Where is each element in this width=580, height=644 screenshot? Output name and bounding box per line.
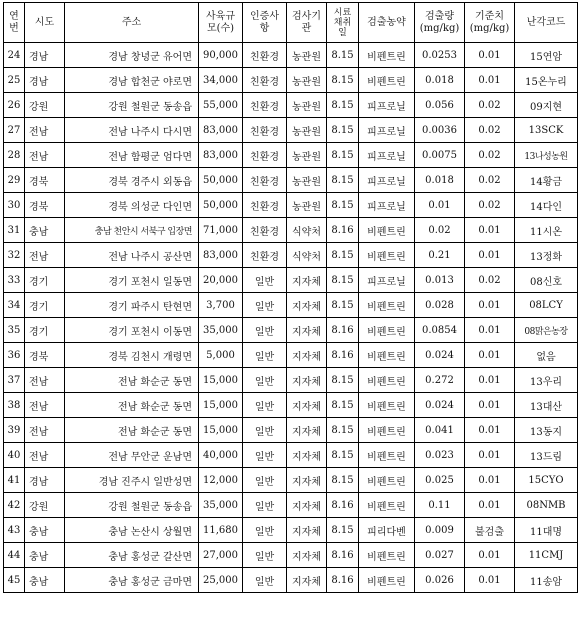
cell-pesticide: 비펜트린 bbox=[359, 418, 415, 443]
cell-agency: 지자체 bbox=[287, 368, 327, 393]
cell-sampling-date: 8.16 bbox=[327, 318, 359, 343]
table-row bbox=[4, 418, 578, 443]
cell-standard: 불검출 bbox=[465, 518, 515, 543]
cell-sampling-date: 8.16 bbox=[327, 218, 359, 243]
cell-agency: 식약처 bbox=[287, 243, 327, 268]
cell-size: 15,000 bbox=[199, 368, 243, 393]
cell-cert: 일반 bbox=[243, 368, 287, 393]
cell-size: 83,000 bbox=[199, 118, 243, 143]
cell-pesticide: 피프로닐 bbox=[359, 118, 415, 143]
cell-cert: 친환경 bbox=[243, 168, 287, 193]
cell-code: 08NMB bbox=[515, 493, 578, 518]
cell-agency: 농관원 bbox=[287, 43, 327, 68]
cell-no: 31 bbox=[4, 218, 25, 243]
cell-standard: 0.01 bbox=[465, 493, 515, 518]
cell-sampling-date: 8.15 bbox=[327, 418, 359, 443]
cell-province: 경남 bbox=[25, 68, 65, 93]
cell-cert: 일반 bbox=[243, 343, 287, 368]
cell-code: 13우리 bbox=[515, 368, 578, 393]
cell-province: 충남 bbox=[25, 218, 65, 243]
cell-pesticide: 비펜트린 bbox=[359, 218, 415, 243]
header-standard: 기준치 (mg/kg) bbox=[465, 3, 515, 43]
cell-size: 20,000 bbox=[199, 268, 243, 293]
cell-size: 11,680 bbox=[199, 518, 243, 543]
cell-address: 전남 함평군 엄다면 bbox=[65, 143, 199, 168]
cell-standard: 0.01 bbox=[465, 468, 515, 493]
cell-pesticide: 피프로닐 bbox=[359, 143, 415, 168]
cell-standard: 0.02 bbox=[465, 118, 515, 143]
cell-sampling-date: 8.15 bbox=[327, 193, 359, 218]
cell-detected: 0.024 bbox=[415, 343, 465, 368]
table-row bbox=[4, 368, 578, 393]
cell-sampling-date: 8.16 bbox=[327, 543, 359, 568]
cell-no: 38 bbox=[4, 393, 25, 418]
cell-size: 25,000 bbox=[199, 568, 243, 593]
cell-address: 경북 경주시 외동읍 bbox=[65, 168, 199, 193]
cell-size: 50,000 bbox=[199, 193, 243, 218]
cell-cert: 일반 bbox=[243, 293, 287, 318]
cell-cert: 일반 bbox=[243, 518, 287, 543]
cell-code: 13정화 bbox=[515, 243, 578, 268]
cell-pesticide: 비펜트린 bbox=[359, 293, 415, 318]
cell-address: 전남 화순군 동면 bbox=[65, 393, 199, 418]
cell-standard: 0.01 bbox=[465, 568, 515, 593]
cell-province: 전남 bbox=[25, 143, 65, 168]
cell-no: 45 bbox=[4, 568, 25, 593]
cell-detected: 0.0854 bbox=[415, 318, 465, 343]
cell-size: 83,000 bbox=[199, 243, 243, 268]
cell-code: 14다인 bbox=[515, 193, 578, 218]
cell-standard: 0.02 bbox=[465, 268, 515, 293]
header-detected: 검출량 (mg/kg) bbox=[415, 3, 465, 43]
table-row bbox=[4, 68, 578, 93]
cell-code: 09지현 bbox=[515, 93, 578, 118]
cell-detected: 0.018 bbox=[415, 168, 465, 193]
table-row bbox=[4, 93, 578, 118]
cell-sampling-date: 8.16 bbox=[327, 568, 359, 593]
table-row bbox=[4, 168, 578, 193]
cell-agency: 지자체 bbox=[287, 343, 327, 368]
cell-standard: 0.01 bbox=[465, 318, 515, 343]
header-sampling-date: 시료 채취 일 bbox=[327, 3, 359, 43]
cell-code: 15연암 bbox=[515, 43, 578, 68]
cell-no: 27 bbox=[4, 118, 25, 143]
cell-province: 전남 bbox=[25, 368, 65, 393]
cell-cert: 일반 bbox=[243, 418, 287, 443]
cell-size: 34,000 bbox=[199, 68, 243, 93]
cell-standard: 0.01 bbox=[465, 418, 515, 443]
cell-size: 40,000 bbox=[199, 443, 243, 468]
cell-size: 90,000 bbox=[199, 43, 243, 68]
cell-address: 충남 논산시 상월면 bbox=[65, 518, 199, 543]
cell-sampling-date: 8.15 bbox=[327, 43, 359, 68]
cell-standard: 0.01 bbox=[465, 243, 515, 268]
cell-detected: 0.028 bbox=[415, 293, 465, 318]
cell-pesticide: 비펜트린 bbox=[359, 443, 415, 468]
header-province: 시도 bbox=[25, 3, 65, 43]
cell-pesticide: 비펜트린 bbox=[359, 343, 415, 368]
cell-agency: 지자체 bbox=[287, 493, 327, 518]
cell-pesticide: 비펜트린 bbox=[359, 318, 415, 343]
cell-cert: 친환경 bbox=[243, 143, 287, 168]
cell-sampling-date: 8.15 bbox=[327, 118, 359, 143]
cell-cert: 친환경 bbox=[243, 68, 287, 93]
cell-address: 전남 나주시 다시면 bbox=[65, 118, 199, 143]
cell-address: 경북 의성군 다인면 bbox=[65, 193, 199, 218]
cell-detected: 0.272 bbox=[415, 368, 465, 393]
cell-no: 42 bbox=[4, 493, 25, 518]
cell-agency: 지자체 bbox=[287, 293, 327, 318]
cell-size: 35,000 bbox=[199, 493, 243, 518]
cell-agency: 농관원 bbox=[287, 143, 327, 168]
cell-no: 26 bbox=[4, 93, 25, 118]
cell-code: 08LCY bbox=[515, 293, 578, 318]
table-row bbox=[4, 143, 578, 168]
cell-agency: 지자체 bbox=[287, 568, 327, 593]
cell-standard: 0.01 bbox=[465, 218, 515, 243]
cell-province: 경기 bbox=[25, 318, 65, 343]
table-row bbox=[4, 468, 578, 493]
cell-code: 13대산 bbox=[515, 393, 578, 418]
cell-address: 전남 화순군 동면 bbox=[65, 418, 199, 443]
cell-no: 36 bbox=[4, 343, 25, 368]
cell-province: 경남 bbox=[25, 43, 65, 68]
cell-size: 3,700 bbox=[199, 293, 243, 318]
cell-standard: 0.01 bbox=[465, 43, 515, 68]
cell-cert: 친환경 bbox=[243, 218, 287, 243]
cell-sampling-date: 8.15 bbox=[327, 443, 359, 468]
cell-province: 경기 bbox=[25, 268, 65, 293]
cell-province: 전남 bbox=[25, 118, 65, 143]
header-size: 사육규 모(수) bbox=[199, 3, 243, 43]
cell-cert: 친환경 bbox=[243, 118, 287, 143]
table-row bbox=[4, 218, 578, 243]
cell-size: 83,000 bbox=[199, 143, 243, 168]
cell-cert: 일반 bbox=[243, 268, 287, 293]
cell-detected: 0.01 bbox=[415, 193, 465, 218]
cell-pesticide: 비펜트린 bbox=[359, 368, 415, 393]
cell-address: 충남 천안시 서북구 입장면 bbox=[65, 218, 199, 243]
cell-pesticide: 피리다벤 bbox=[359, 518, 415, 543]
cell-no: 33 bbox=[4, 268, 25, 293]
table-row bbox=[4, 318, 578, 343]
cell-province: 경북 bbox=[25, 193, 65, 218]
cell-address: 강원 철원군 동송읍 bbox=[65, 93, 199, 118]
cell-sampling-date: 8.15 bbox=[327, 368, 359, 393]
cell-sampling-date: 8.15 bbox=[327, 143, 359, 168]
cell-cert: 친환경 bbox=[243, 43, 287, 68]
cell-agency: 농관원 bbox=[287, 193, 327, 218]
cell-detected: 0.02 bbox=[415, 218, 465, 243]
cell-code: 11대명 bbox=[515, 518, 578, 543]
cell-cert: 일반 bbox=[243, 543, 287, 568]
cell-province: 전남 bbox=[25, 443, 65, 468]
cell-detected: 0.0075 bbox=[415, 143, 465, 168]
cell-size: 12,000 bbox=[199, 468, 243, 493]
cell-pesticide: 비펜트린 bbox=[359, 468, 415, 493]
table-row bbox=[4, 268, 578, 293]
table-row bbox=[4, 293, 578, 318]
cell-standard: 0.01 bbox=[465, 68, 515, 93]
cell-detected: 0.11 bbox=[415, 493, 465, 518]
cell-sampling-date: 8.15 bbox=[327, 293, 359, 318]
cell-code: 08맑은농장 bbox=[515, 318, 578, 343]
table-row bbox=[4, 568, 578, 593]
cell-agency: 농관원 bbox=[287, 93, 327, 118]
cell-pesticide: 피프로닐 bbox=[359, 93, 415, 118]
cell-cert: 친환경 bbox=[243, 93, 287, 118]
cell-sampling-date: 8.15 bbox=[327, 518, 359, 543]
header-row bbox=[4, 3, 578, 43]
cell-code: 11시온 bbox=[515, 218, 578, 243]
cell-pesticide: 비펜트린 bbox=[359, 493, 415, 518]
cell-sampling-date: 8.15 bbox=[327, 268, 359, 293]
cell-agency: 농관원 bbox=[287, 168, 327, 193]
cell-code: 13동지 bbox=[515, 418, 578, 443]
cell-address: 경기 포천시 일동면 bbox=[65, 268, 199, 293]
cell-code: 13나성농원 bbox=[515, 143, 578, 168]
cell-cert: 일반 bbox=[243, 393, 287, 418]
cell-address: 경기 포천시 이동면 bbox=[65, 318, 199, 343]
cell-agency: 지자체 bbox=[287, 468, 327, 493]
cell-code: 없음 bbox=[515, 343, 578, 368]
cell-standard: 0.01 bbox=[465, 443, 515, 468]
cell-agency: 지자체 bbox=[287, 518, 327, 543]
cell-code: 11송암 bbox=[515, 568, 578, 593]
cell-province: 경북 bbox=[25, 168, 65, 193]
cell-agency: 지자체 bbox=[287, 268, 327, 293]
cell-detected: 0.21 bbox=[415, 243, 465, 268]
cell-sampling-date: 8.16 bbox=[327, 493, 359, 518]
cell-standard: 0.01 bbox=[465, 293, 515, 318]
table-row bbox=[4, 243, 578, 268]
cell-code: 14황금 bbox=[515, 168, 578, 193]
cell-province: 충남 bbox=[25, 543, 65, 568]
table-row bbox=[4, 193, 578, 218]
cell-province: 전남 bbox=[25, 393, 65, 418]
cell-province: 경북 bbox=[25, 343, 65, 368]
header-address: 주소 bbox=[65, 3, 199, 43]
cell-address: 경북 김천시 개령면 bbox=[65, 343, 199, 368]
cell-agency: 지자체 bbox=[287, 443, 327, 468]
cell-sampling-date: 8.15 bbox=[327, 68, 359, 93]
table-row bbox=[4, 343, 578, 368]
cell-no: 40 bbox=[4, 443, 25, 468]
cell-cert: 친환경 bbox=[243, 193, 287, 218]
table-row bbox=[4, 518, 578, 543]
cell-detected: 0.056 bbox=[415, 93, 465, 118]
cell-address: 경남 합천군 야로면 bbox=[65, 68, 199, 93]
cell-size: 71,000 bbox=[199, 218, 243, 243]
cell-agency: 지자체 bbox=[287, 393, 327, 418]
cell-sampling-date: 8.15 bbox=[327, 243, 359, 268]
cell-sampling-date: 8.15 bbox=[327, 93, 359, 118]
cell-code: 15CYO bbox=[515, 468, 578, 493]
cell-size: 15,000 bbox=[199, 393, 243, 418]
cell-pesticide: 비펜트린 bbox=[359, 393, 415, 418]
cell-detected: 0.0036 bbox=[415, 118, 465, 143]
cell-address: 충남 홍성군 금마면 bbox=[65, 568, 199, 593]
cell-standard: 0.01 bbox=[465, 393, 515, 418]
cell-size: 5,000 bbox=[199, 343, 243, 368]
cell-agency: 식약처 bbox=[287, 218, 327, 243]
cell-sampling-date: 8.15 bbox=[327, 393, 359, 418]
table-row bbox=[4, 43, 578, 68]
cell-agency: 농관원 bbox=[287, 68, 327, 93]
cell-standard: 0.01 bbox=[465, 543, 515, 568]
cell-detected: 0.025 bbox=[415, 468, 465, 493]
cell-standard: 0.02 bbox=[465, 143, 515, 168]
cell-province: 경남 bbox=[25, 468, 65, 493]
cell-cert: 일반 bbox=[243, 568, 287, 593]
cell-cert: 일반 bbox=[243, 443, 287, 468]
cell-detected: 0.024 bbox=[415, 393, 465, 418]
cell-size: 15,000 bbox=[199, 418, 243, 443]
cell-address: 전남 나주시 공산면 bbox=[65, 243, 199, 268]
cell-pesticide: 피프로닐 bbox=[359, 268, 415, 293]
cell-no: 34 bbox=[4, 293, 25, 318]
cell-detected: 0.041 bbox=[415, 418, 465, 443]
cell-agency: 지자체 bbox=[287, 418, 327, 443]
cell-province: 충남 bbox=[25, 518, 65, 543]
cell-detected: 0.013 bbox=[415, 268, 465, 293]
cell-code: 15온누리 bbox=[515, 68, 578, 93]
header-no: 연 번 bbox=[4, 3, 25, 43]
cell-standard: 0.02 bbox=[465, 168, 515, 193]
cell-address: 충남 홍성군 갈산면 bbox=[65, 543, 199, 568]
table-row bbox=[4, 393, 578, 418]
header-pesticide: 검출농약 bbox=[359, 3, 415, 43]
cell-detected: 0.023 bbox=[415, 443, 465, 468]
cell-no: 29 bbox=[4, 168, 25, 193]
cell-no: 28 bbox=[4, 143, 25, 168]
cell-no: 35 bbox=[4, 318, 25, 343]
cell-no: 25 bbox=[4, 68, 25, 93]
cell-agency: 지자체 bbox=[287, 318, 327, 343]
results-table-container bbox=[3, 2, 577, 593]
header-code: 난각코드 bbox=[515, 3, 578, 43]
cell-address: 강원 철원군 동송읍 bbox=[65, 493, 199, 518]
cell-province: 강원 bbox=[25, 93, 65, 118]
cell-standard: 0.02 bbox=[465, 193, 515, 218]
cell-pesticide: 피프로닐 bbox=[359, 193, 415, 218]
cell-sampling-date: 8.15 bbox=[327, 468, 359, 493]
table-row bbox=[4, 443, 578, 468]
cell-pesticide: 비펜트린 bbox=[359, 543, 415, 568]
cell-cert: 일반 bbox=[243, 493, 287, 518]
cell-standard: 0.01 bbox=[465, 343, 515, 368]
cell-code: 13SCK bbox=[515, 118, 578, 143]
cell-agency: 농관원 bbox=[287, 118, 327, 143]
cell-address: 전남 화순군 동면 bbox=[65, 368, 199, 393]
cell-code: 13드림 bbox=[515, 443, 578, 468]
table-row bbox=[4, 493, 578, 518]
cell-pesticide: 비펜트린 bbox=[359, 568, 415, 593]
cell-code: 08신호 bbox=[515, 268, 578, 293]
cell-code: 11CMJ bbox=[515, 543, 578, 568]
cell-no: 32 bbox=[4, 243, 25, 268]
cell-size: 50,000 bbox=[199, 168, 243, 193]
cell-province: 강원 bbox=[25, 493, 65, 518]
cell-sampling-date: 8.16 bbox=[327, 343, 359, 368]
cell-standard: 0.01 bbox=[465, 368, 515, 393]
cell-size: 55,000 bbox=[199, 93, 243, 118]
cell-size: 35,000 bbox=[199, 318, 243, 343]
cell-address: 경남 진주시 일반성면 bbox=[65, 468, 199, 493]
cell-pesticide: 피프로닐 bbox=[359, 168, 415, 193]
cell-agency: 지자체 bbox=[287, 543, 327, 568]
cell-no: 39 bbox=[4, 418, 25, 443]
cell-sampling-date: 8.15 bbox=[327, 168, 359, 193]
cell-pesticide: 비펜트린 bbox=[359, 68, 415, 93]
cell-no: 24 bbox=[4, 43, 25, 68]
cell-detected: 0.018 bbox=[415, 68, 465, 93]
cell-cert: 일반 bbox=[243, 318, 287, 343]
cell-no: 30 bbox=[4, 193, 25, 218]
cell-pesticide: 비펜트린 bbox=[359, 243, 415, 268]
pesticide-results-table bbox=[3, 2, 578, 593]
cell-address: 경기 파주시 탄현면 bbox=[65, 293, 199, 318]
cell-standard: 0.02 bbox=[465, 93, 515, 118]
table-row bbox=[4, 543, 578, 568]
cell-province: 경기 bbox=[25, 293, 65, 318]
cell-cert: 일반 bbox=[243, 468, 287, 493]
cell-pesticide: 비펜트린 bbox=[359, 43, 415, 68]
cell-cert: 친환경 bbox=[243, 243, 287, 268]
cell-no: 43 bbox=[4, 518, 25, 543]
cell-province: 전남 bbox=[25, 243, 65, 268]
table-row bbox=[4, 118, 578, 143]
cell-province: 전남 bbox=[25, 418, 65, 443]
cell-detected: 0.0253 bbox=[415, 43, 465, 68]
cell-province: 충남 bbox=[25, 568, 65, 593]
cell-detected: 0.009 bbox=[415, 518, 465, 543]
cell-no: 37 bbox=[4, 368, 25, 393]
cell-detected: 0.027 bbox=[415, 543, 465, 568]
cell-size: 27,000 bbox=[199, 543, 243, 568]
cell-no: 41 bbox=[4, 468, 25, 493]
cell-address: 경남 창녕군 유어면 bbox=[65, 43, 199, 68]
cell-detected: 0.026 bbox=[415, 568, 465, 593]
header-cert: 인증사 항 bbox=[243, 3, 287, 43]
header-agency: 검사기 관 bbox=[287, 3, 327, 43]
table-body bbox=[4, 43, 578, 593]
cell-no: 44 bbox=[4, 543, 25, 568]
cell-address: 전남 무안군 운남면 bbox=[65, 443, 199, 468]
